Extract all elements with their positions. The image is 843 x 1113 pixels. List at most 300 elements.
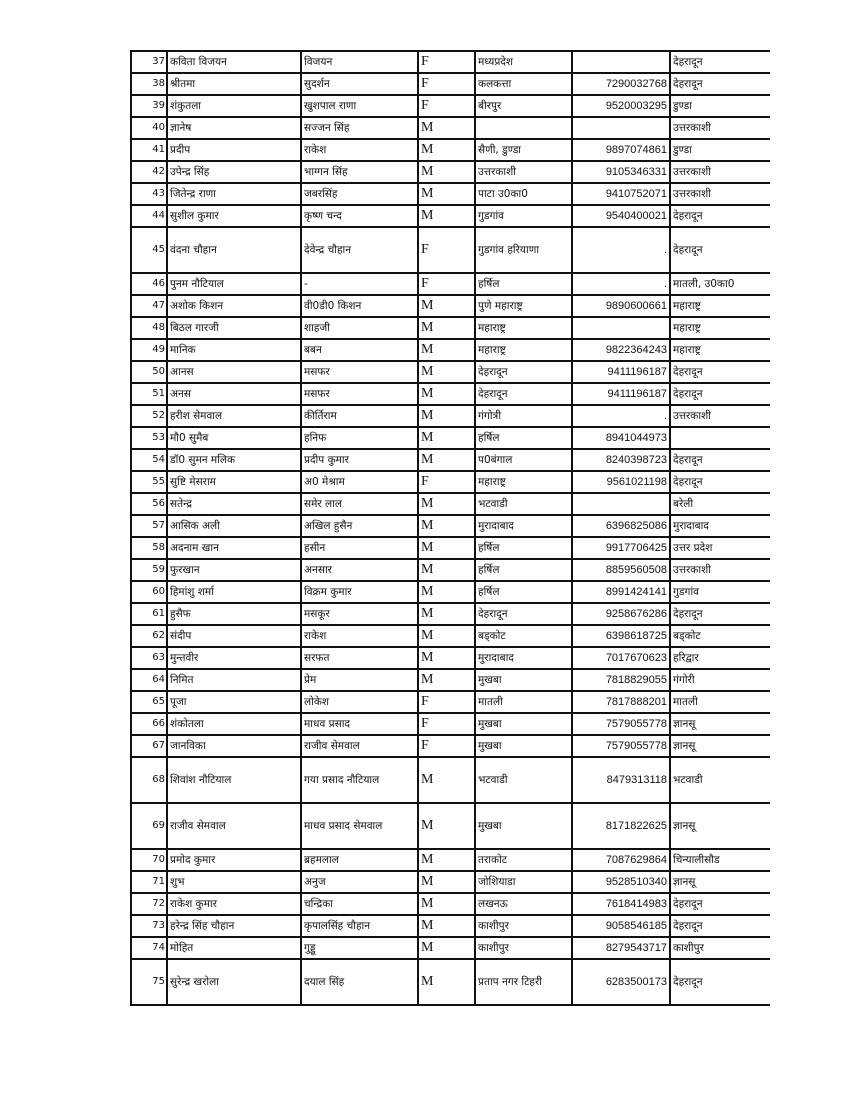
phone-cell: . bbox=[572, 227, 670, 273]
phone-cell: 9822364243 bbox=[572, 339, 670, 361]
address-cell: लखनऊ bbox=[475, 893, 572, 915]
father-name-cell: जबरसिंह bbox=[301, 183, 418, 205]
gender-cell: M bbox=[418, 937, 475, 959]
gender-cell: M bbox=[418, 405, 475, 427]
serial-number-cell: 46 bbox=[131, 273, 167, 295]
place-cell: मातली bbox=[670, 691, 770, 713]
father-name-cell: माधव प्रसाद सेमवाल bbox=[301, 803, 418, 849]
address-cell: हर्षिल bbox=[475, 273, 572, 295]
address-cell: पुणे महाराष्ट्र bbox=[475, 295, 572, 317]
table-row bbox=[131, 183, 770, 205]
phone-cell bbox=[572, 51, 670, 73]
table-row bbox=[131, 317, 770, 339]
father-name-cell: वी0डी0 किशन bbox=[301, 295, 418, 317]
name-cell: बिठल गारजी bbox=[167, 317, 301, 339]
father-name-cell: देवेन्द्र चौहान bbox=[301, 227, 418, 273]
name-cell: हरेन्द्र सिंह चौहान bbox=[167, 915, 301, 937]
address-cell: बड्कोट bbox=[475, 625, 572, 647]
place-cell: उत्तरकाशी bbox=[670, 559, 770, 581]
place-cell: ज्ञानसू bbox=[670, 735, 770, 757]
name-cell: ज्ञानेष bbox=[167, 117, 301, 139]
gender-cell: M bbox=[418, 139, 475, 161]
name-cell: अनस bbox=[167, 383, 301, 405]
gender-cell: M bbox=[418, 295, 475, 317]
phone-cell: 9410752071 bbox=[572, 183, 670, 205]
table-row bbox=[131, 937, 770, 959]
name-cell: अदनाम खान bbox=[167, 537, 301, 559]
gender-cell: M bbox=[418, 117, 475, 139]
phone-cell: 6283500173 bbox=[572, 959, 670, 1005]
gender-cell: M bbox=[418, 339, 475, 361]
father-name-cell: हनिफ bbox=[301, 427, 418, 449]
name-cell: फुरखान bbox=[167, 559, 301, 581]
place-cell: महाराष्ट्र bbox=[670, 317, 770, 339]
place-cell: देहरादून bbox=[670, 915, 770, 937]
gender-cell: M bbox=[418, 493, 475, 515]
address-cell: पाटा उ0का0 bbox=[475, 183, 572, 205]
serial-number-cell: 43 bbox=[131, 183, 167, 205]
phone-cell: 8479313118 bbox=[572, 757, 670, 803]
serial-number-cell: 51 bbox=[131, 383, 167, 405]
place-cell: ज्ञानसू bbox=[670, 871, 770, 893]
name-cell: राकेश कुमार bbox=[167, 893, 301, 915]
name-cell: पूजा bbox=[167, 691, 301, 713]
name-cell: पुनम नौटियाल bbox=[167, 273, 301, 295]
table-row bbox=[131, 73, 770, 95]
address-cell: मुखबा bbox=[475, 803, 572, 849]
serial-number-cell: 37 bbox=[131, 51, 167, 73]
phone-cell: 6398618725 bbox=[572, 625, 670, 647]
phone-cell: 9890600661 bbox=[572, 295, 670, 317]
serial-number-cell: 62 bbox=[131, 625, 167, 647]
table-row bbox=[131, 383, 770, 405]
father-name-cell: ब्रहमलाल bbox=[301, 849, 418, 871]
address-cell: मुरादाबाद bbox=[475, 515, 572, 537]
address-cell: मातली bbox=[475, 691, 572, 713]
serial-number-cell: 75 bbox=[131, 959, 167, 1005]
place-cell: देहरादून bbox=[670, 227, 770, 273]
address-cell: गंगोत्री bbox=[475, 405, 572, 427]
table-row bbox=[131, 515, 770, 537]
gender-cell: M bbox=[418, 361, 475, 383]
gender-cell: F bbox=[418, 713, 475, 735]
serial-number-cell: 71 bbox=[131, 871, 167, 893]
father-name-cell: लोकेश bbox=[301, 691, 418, 713]
name-cell: वंदना चौहान bbox=[167, 227, 301, 273]
father-name-cell: कृपालसिंह चौहान bbox=[301, 915, 418, 937]
father-name-cell: कीर्तिराम bbox=[301, 405, 418, 427]
serial-number-cell: 58 bbox=[131, 537, 167, 559]
name-cell: संदीप bbox=[167, 625, 301, 647]
father-name-cell: समेर लाल bbox=[301, 493, 418, 515]
address-cell: मुरादाबाद bbox=[475, 647, 572, 669]
serial-number-cell: 50 bbox=[131, 361, 167, 383]
phone-cell: 7579055778 bbox=[572, 735, 670, 757]
table-row bbox=[131, 803, 770, 849]
table-row bbox=[131, 273, 770, 295]
name-cell: शुभ bbox=[167, 871, 301, 893]
table-row bbox=[131, 405, 770, 427]
phone-cell: 9528510340 bbox=[572, 871, 670, 893]
serial-number-cell: 41 bbox=[131, 139, 167, 161]
place-cell: देहरादून bbox=[670, 383, 770, 405]
address-cell bbox=[475, 117, 572, 139]
father-name-cell: कृष्ण चन्द bbox=[301, 205, 418, 227]
serial-number-cell: 42 bbox=[131, 161, 167, 183]
father-name-cell: हसीन bbox=[301, 537, 418, 559]
address-cell: प्रताप नगर टिहरी bbox=[475, 959, 572, 1005]
place-cell: ज्ञानसू bbox=[670, 803, 770, 849]
serial-number-cell: 54 bbox=[131, 449, 167, 471]
phone-cell bbox=[572, 117, 670, 139]
address-cell: हर्षिल bbox=[475, 559, 572, 581]
father-name-cell: दयाल सिंह bbox=[301, 959, 418, 1005]
table-row bbox=[131, 757, 770, 803]
address-cell: हर्षिल bbox=[475, 427, 572, 449]
father-name-cell: विजयन bbox=[301, 51, 418, 73]
table-row bbox=[131, 339, 770, 361]
serial-number-cell: 39 bbox=[131, 95, 167, 117]
address-cell: देहरादून bbox=[475, 361, 572, 383]
name-cell: जानविका bbox=[167, 735, 301, 757]
serial-number-cell: 70 bbox=[131, 849, 167, 871]
address-cell: गुडगांव bbox=[475, 205, 572, 227]
phone-cell: 8171822625 bbox=[572, 803, 670, 849]
serial-number-cell: 38 bbox=[131, 73, 167, 95]
phone-cell: 9058546185 bbox=[572, 915, 670, 937]
gender-cell: M bbox=[418, 625, 475, 647]
name-cell: कविता विजयन bbox=[167, 51, 301, 73]
serial-number-cell: 59 bbox=[131, 559, 167, 581]
table-row bbox=[131, 139, 770, 161]
address-cell: देहरादून bbox=[475, 383, 572, 405]
address-cell: मध्यप्रदेश bbox=[475, 51, 572, 73]
father-name-cell: अ0 मेश्राम bbox=[301, 471, 418, 493]
name-cell: मौ0 सुमैब bbox=[167, 427, 301, 449]
table-row bbox=[131, 427, 770, 449]
address-cell: प0बंगाल bbox=[475, 449, 572, 471]
phone-cell: 9897074861 bbox=[572, 139, 670, 161]
serial-number-cell: 72 bbox=[131, 893, 167, 915]
serial-number-cell: 74 bbox=[131, 937, 167, 959]
address-cell: देहरादून bbox=[475, 603, 572, 625]
gender-cell: F bbox=[418, 471, 475, 493]
place-cell: काशीपुर bbox=[670, 937, 770, 959]
place-cell: मातली, उ0का0 bbox=[670, 273, 770, 295]
place-cell: उत्तरकाशी bbox=[670, 405, 770, 427]
gender-cell: F bbox=[418, 227, 475, 273]
father-name-cell: राकेश bbox=[301, 139, 418, 161]
father-name-cell: गुड्डू bbox=[301, 937, 418, 959]
address-cell: भटवाडी bbox=[475, 757, 572, 803]
serial-number-cell: 68 bbox=[131, 757, 167, 803]
address-cell: बीरपुर bbox=[475, 95, 572, 117]
phone-cell: 9917706425 bbox=[572, 537, 670, 559]
name-cell: सतेन्द्र bbox=[167, 493, 301, 515]
phone-cell: 7817888201 bbox=[572, 691, 670, 713]
serial-number-cell: 48 bbox=[131, 317, 167, 339]
table-row bbox=[131, 51, 770, 73]
gender-cell: F bbox=[418, 691, 475, 713]
table-row bbox=[131, 735, 770, 757]
serial-number-cell: 47 bbox=[131, 295, 167, 317]
gender-cell: M bbox=[418, 603, 475, 625]
address-cell: महाराष्ट्र bbox=[475, 339, 572, 361]
serial-number-cell: 73 bbox=[131, 915, 167, 937]
register-table-body bbox=[131, 51, 770, 1005]
father-name-cell: बबन bbox=[301, 339, 418, 361]
place-cell: महाराष्ट्र bbox=[670, 295, 770, 317]
phone-cell: 8991424141 bbox=[572, 581, 670, 603]
gender-cell: M bbox=[418, 893, 475, 915]
gender-cell: M bbox=[418, 849, 475, 871]
father-name-cell: विक्रम कुमार bbox=[301, 581, 418, 603]
table-row bbox=[131, 449, 770, 471]
gender-cell: M bbox=[418, 317, 475, 339]
phone-cell: 7290032768 bbox=[572, 73, 670, 95]
gender-cell: M bbox=[418, 757, 475, 803]
gender-cell: M bbox=[418, 383, 475, 405]
address-cell: सैणी, डुण्डा bbox=[475, 139, 572, 161]
address-cell: काशीपुर bbox=[475, 937, 572, 959]
phone-cell: 9411196187 bbox=[572, 361, 670, 383]
table-row bbox=[131, 161, 770, 183]
name-cell: राजीव सेमवाल bbox=[167, 803, 301, 849]
gender-cell: M bbox=[418, 803, 475, 849]
table-row bbox=[131, 471, 770, 493]
place-cell: गुडगांव bbox=[670, 581, 770, 603]
name-cell: मुन्तवीर bbox=[167, 647, 301, 669]
name-cell: निमित bbox=[167, 669, 301, 691]
gender-cell: M bbox=[418, 161, 475, 183]
father-name-cell: सरफत bbox=[301, 647, 418, 669]
table-row bbox=[131, 713, 770, 735]
phone-cell: 9540400021 bbox=[572, 205, 670, 227]
name-cell: सुष्टि मेसराम bbox=[167, 471, 301, 493]
name-cell: हुसैफ bbox=[167, 603, 301, 625]
phone-cell: 7618414983 bbox=[572, 893, 670, 915]
phone-cell bbox=[572, 493, 670, 515]
address-cell: उत्तरकाशी bbox=[475, 161, 572, 183]
father-name-cell: राकेश bbox=[301, 625, 418, 647]
place-cell: देहरादून bbox=[670, 73, 770, 95]
place-cell: देहरादून bbox=[670, 471, 770, 493]
father-name-cell: शाहजी bbox=[301, 317, 418, 339]
place-cell: डुण्डा bbox=[670, 95, 770, 117]
name-cell: सुशील कुमार bbox=[167, 205, 301, 227]
address-cell: महाराष्ट्र bbox=[475, 317, 572, 339]
table-row bbox=[131, 625, 770, 647]
phone-cell: 9411196187 bbox=[572, 383, 670, 405]
gender-cell: M bbox=[418, 537, 475, 559]
phone-cell: 9561021198 bbox=[572, 471, 670, 493]
place-cell: देहरादून bbox=[670, 603, 770, 625]
address-cell: मुखबा bbox=[475, 735, 572, 757]
serial-number-cell: 57 bbox=[131, 515, 167, 537]
serial-number-cell: 49 bbox=[131, 339, 167, 361]
name-cell: सुरेन्द्र खरोला bbox=[167, 959, 301, 1005]
serial-number-cell: 64 bbox=[131, 669, 167, 691]
address-cell: कलकत्ता bbox=[475, 73, 572, 95]
serial-number-cell: 60 bbox=[131, 581, 167, 603]
gender-cell: F bbox=[418, 735, 475, 757]
place-cell: उत्तरकाशी bbox=[670, 161, 770, 183]
father-name-cell: चन्द्रिका bbox=[301, 893, 418, 915]
serial-number-cell: 61 bbox=[131, 603, 167, 625]
place-cell: देहरादून bbox=[670, 449, 770, 471]
table-row bbox=[131, 849, 770, 871]
place-cell: गंगोरी bbox=[670, 669, 770, 691]
father-name-cell: अनसार bbox=[301, 559, 418, 581]
phone-cell: 6396825086 bbox=[572, 515, 670, 537]
phone-cell: 9258676286 bbox=[572, 603, 670, 625]
address-cell: मुखबा bbox=[475, 713, 572, 735]
father-name-cell: माधव प्रसाद bbox=[301, 713, 418, 735]
name-cell: हिमांशु शर्मा bbox=[167, 581, 301, 603]
father-name-cell: प्रेम bbox=[301, 669, 418, 691]
table-row bbox=[131, 893, 770, 915]
father-name-cell: गया प्रसाद नौटियाल bbox=[301, 757, 418, 803]
father-name-cell: मसफर bbox=[301, 361, 418, 383]
serial-number-cell: 63 bbox=[131, 647, 167, 669]
table-row bbox=[131, 647, 770, 669]
table-row bbox=[131, 295, 770, 317]
table-row bbox=[131, 669, 770, 691]
gender-cell: M bbox=[418, 915, 475, 937]
phone-cell: 7017670623 bbox=[572, 647, 670, 669]
father-name-cell: मसफर bbox=[301, 383, 418, 405]
table-row bbox=[131, 915, 770, 937]
place-cell: भटवाडी bbox=[670, 757, 770, 803]
father-name-cell: अनुज bbox=[301, 871, 418, 893]
place-cell: देहरादून bbox=[670, 959, 770, 1005]
place-cell: ज्ञानसू bbox=[670, 713, 770, 735]
table-row bbox=[131, 117, 770, 139]
serial-number-cell: 56 bbox=[131, 493, 167, 515]
gender-cell: M bbox=[418, 959, 475, 1005]
gender-cell: M bbox=[418, 669, 475, 691]
table-row bbox=[131, 493, 770, 515]
place-cell: उत्तरकाशी bbox=[670, 117, 770, 139]
place-cell: देहरादून bbox=[670, 893, 770, 915]
serial-number-cell: 69 bbox=[131, 803, 167, 849]
gender-cell: M bbox=[418, 581, 475, 603]
father-name-cell: - bbox=[301, 273, 418, 295]
father-name-cell: प्रदीप कुमार bbox=[301, 449, 418, 471]
phone-cell: 9520003295 bbox=[572, 95, 670, 117]
gender-cell: F bbox=[418, 273, 475, 295]
serial-number-cell: 55 bbox=[131, 471, 167, 493]
name-cell: शंकुतला bbox=[167, 95, 301, 117]
address-cell: हर्षिल bbox=[475, 581, 572, 603]
phone-cell: 7818829055 bbox=[572, 669, 670, 691]
gender-cell: M bbox=[418, 559, 475, 581]
place-cell: बड्कोट bbox=[670, 625, 770, 647]
name-cell: शिवांश नौटियाल bbox=[167, 757, 301, 803]
address-cell: तराकोट bbox=[475, 849, 572, 871]
serial-number-cell: 44 bbox=[131, 205, 167, 227]
name-cell: अशोक किशन bbox=[167, 295, 301, 317]
name-cell: जितेन्द्र राणा bbox=[167, 183, 301, 205]
address-cell: गुडगांव हरियाणा bbox=[475, 227, 572, 273]
phone-cell: 8941044973 bbox=[572, 427, 670, 449]
name-cell: आसिक अली bbox=[167, 515, 301, 537]
table-row bbox=[131, 581, 770, 603]
address-cell: भटवाडी bbox=[475, 493, 572, 515]
table-row bbox=[131, 361, 770, 383]
table-row bbox=[131, 95, 770, 117]
register-table bbox=[130, 50, 770, 1006]
place-cell: देहरादून bbox=[670, 51, 770, 73]
place-cell: डुण्डा bbox=[670, 139, 770, 161]
place-cell bbox=[670, 427, 770, 449]
name-cell: प्रदीप bbox=[167, 139, 301, 161]
gender-cell: M bbox=[418, 427, 475, 449]
table-row bbox=[131, 871, 770, 893]
table-row bbox=[131, 559, 770, 581]
phone-cell: . bbox=[572, 273, 670, 295]
gender-cell: M bbox=[418, 647, 475, 669]
address-cell: काशीपुर bbox=[475, 915, 572, 937]
gender-cell: M bbox=[418, 449, 475, 471]
gender-cell: F bbox=[418, 51, 475, 73]
phone-cell bbox=[572, 317, 670, 339]
serial-number-cell: 67 bbox=[131, 735, 167, 757]
serial-number-cell: 66 bbox=[131, 713, 167, 735]
name-cell: प्रमोद कुमार bbox=[167, 849, 301, 871]
place-cell: उत्तरकाशी bbox=[670, 183, 770, 205]
address-cell: महाराष्ट्र bbox=[475, 471, 572, 493]
father-name-cell: सज्जन सिंह bbox=[301, 117, 418, 139]
address-cell: जोशियाडा bbox=[475, 871, 572, 893]
father-name-cell: सुदर्शन bbox=[301, 73, 418, 95]
serial-number-cell: 65 bbox=[131, 691, 167, 713]
place-cell: उत्तर प्रदेश bbox=[670, 537, 770, 559]
phone-cell: 8240398723 bbox=[572, 449, 670, 471]
address-cell: हर्षिल bbox=[475, 537, 572, 559]
place-cell: हरिद्वार bbox=[670, 647, 770, 669]
address-cell: मुखबा bbox=[475, 669, 572, 691]
gender-cell: M bbox=[418, 183, 475, 205]
place-cell: बरेली bbox=[670, 493, 770, 515]
name-cell: मानिक bbox=[167, 339, 301, 361]
table-row bbox=[131, 205, 770, 227]
phone-cell: 9105346331 bbox=[572, 161, 670, 183]
place-cell: चिन्यालीसौड bbox=[670, 849, 770, 871]
phone-cell: 7087629864 bbox=[572, 849, 670, 871]
serial-number-cell: 40 bbox=[131, 117, 167, 139]
name-cell: मोहित bbox=[167, 937, 301, 959]
table-row bbox=[131, 691, 770, 713]
name-cell: आनस bbox=[167, 361, 301, 383]
serial-number-cell: 45 bbox=[131, 227, 167, 273]
table-row bbox=[131, 537, 770, 559]
table-row bbox=[131, 959, 770, 1005]
father-name-cell: भाग्गन सिंह bbox=[301, 161, 418, 183]
table-row bbox=[131, 603, 770, 625]
serial-number-cell: 52 bbox=[131, 405, 167, 427]
phone-cell: 7579055778 bbox=[572, 713, 670, 735]
gender-cell: M bbox=[418, 205, 475, 227]
place-cell: मुरादाबाद bbox=[670, 515, 770, 537]
phone-cell: 8279543717 bbox=[572, 937, 670, 959]
serial-number-cell: 53 bbox=[131, 427, 167, 449]
place-cell: महाराष्ट्र bbox=[670, 339, 770, 361]
name-cell: उपेन्द्र सिंह bbox=[167, 161, 301, 183]
father-name-cell: राजीव सेमवाल bbox=[301, 735, 418, 757]
phone-cell: 8859560508 bbox=[572, 559, 670, 581]
place-cell: देहरादून bbox=[670, 205, 770, 227]
